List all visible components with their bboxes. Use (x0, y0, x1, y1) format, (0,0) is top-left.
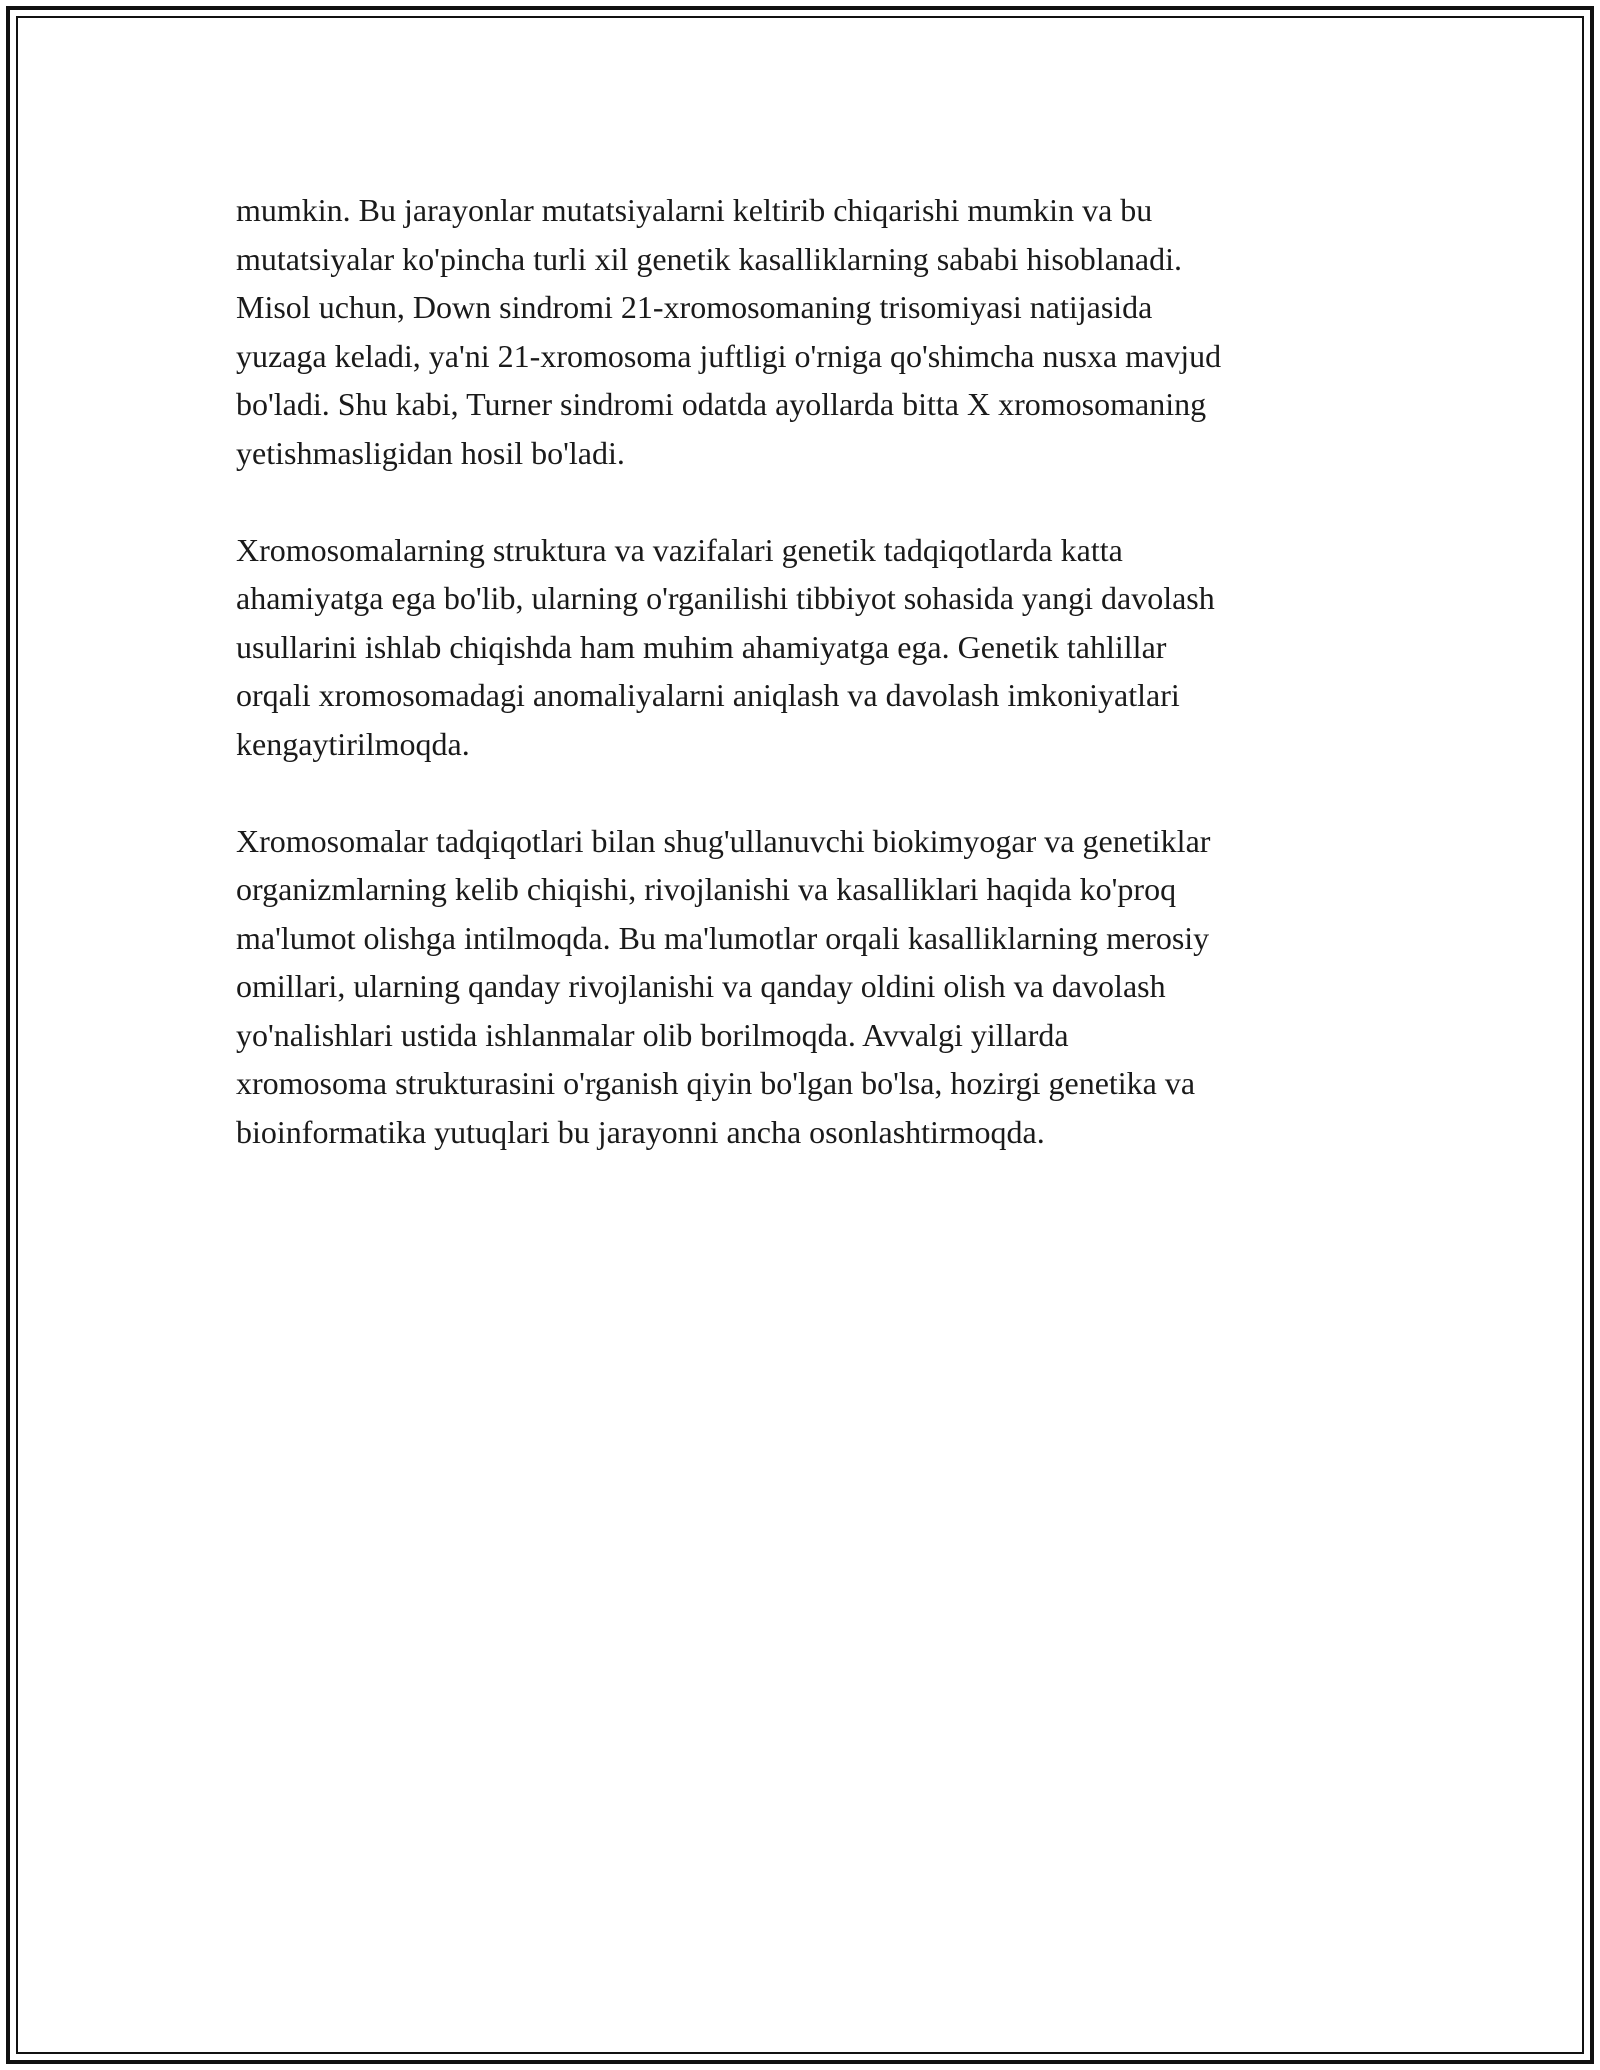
document-body (236, 186, 1376, 1205)
paragraph-chromosome-research-importance: Xromosomalarning struktura va vazifalari genetik tadqiqotlarda katta ahamiyatga ega bo'lib, ularning o'rganilishi tibbiyot sohasida yangi davolash usullarini ishlab chiqishda ham muhim ahamiyatga ega. Genetik tahlillar orqali xromosomadagi anomaliyalarni aniqlash va davolash imkoniyatlari kengaytirilmoqda. (236, 531, 1215, 762)
paragraph-chromosome-studies: Xromosomalar tadqiqotlari bilan shug'ullanuvchi biokimyogar va genetiklar organizmlarning kelib chiqishi, rivojlanishi va kasalliklari haqida ko'proq ma'lumot olishga intilmoqda. Bu ma'lumotlar orqali kasalliklarning merosiy omillari, ularning qanday rivojlanishi va qanday oldini olish va davolash yo'nalishlari ustida ishlanmalar olib borilmoqda. Avvalgi yillarda xromosoma strukturasini o'rganish qiyin bo'lgan bo'lsa, hozirgi genetika va bioinformatika yutuqlari bu jarayonni ancha osonlashtirmoqda. (236, 822, 1211, 1150)
paragraph-mutations: mumkin. Bu jarayonlar mutatsiyalarni keltirib chiqarishi mumkin va bu mutatsiyalar ko'pincha turli xil genetik kasalliklarning sababi hisoblanadi. Misol uchun, Down sindromi 21-xromosomaning trisomiyasi natijasida yuzaga keladi, ya'ni 21-xromosoma juftligi o'rniga qo'shimcha nusxa mavjud bo'ladi. Shu kabi, Turner sindromi odatda ayollarda bitta X xromosomaning yetishmasligidan hosil bo'ladi. (236, 192, 1222, 471)
